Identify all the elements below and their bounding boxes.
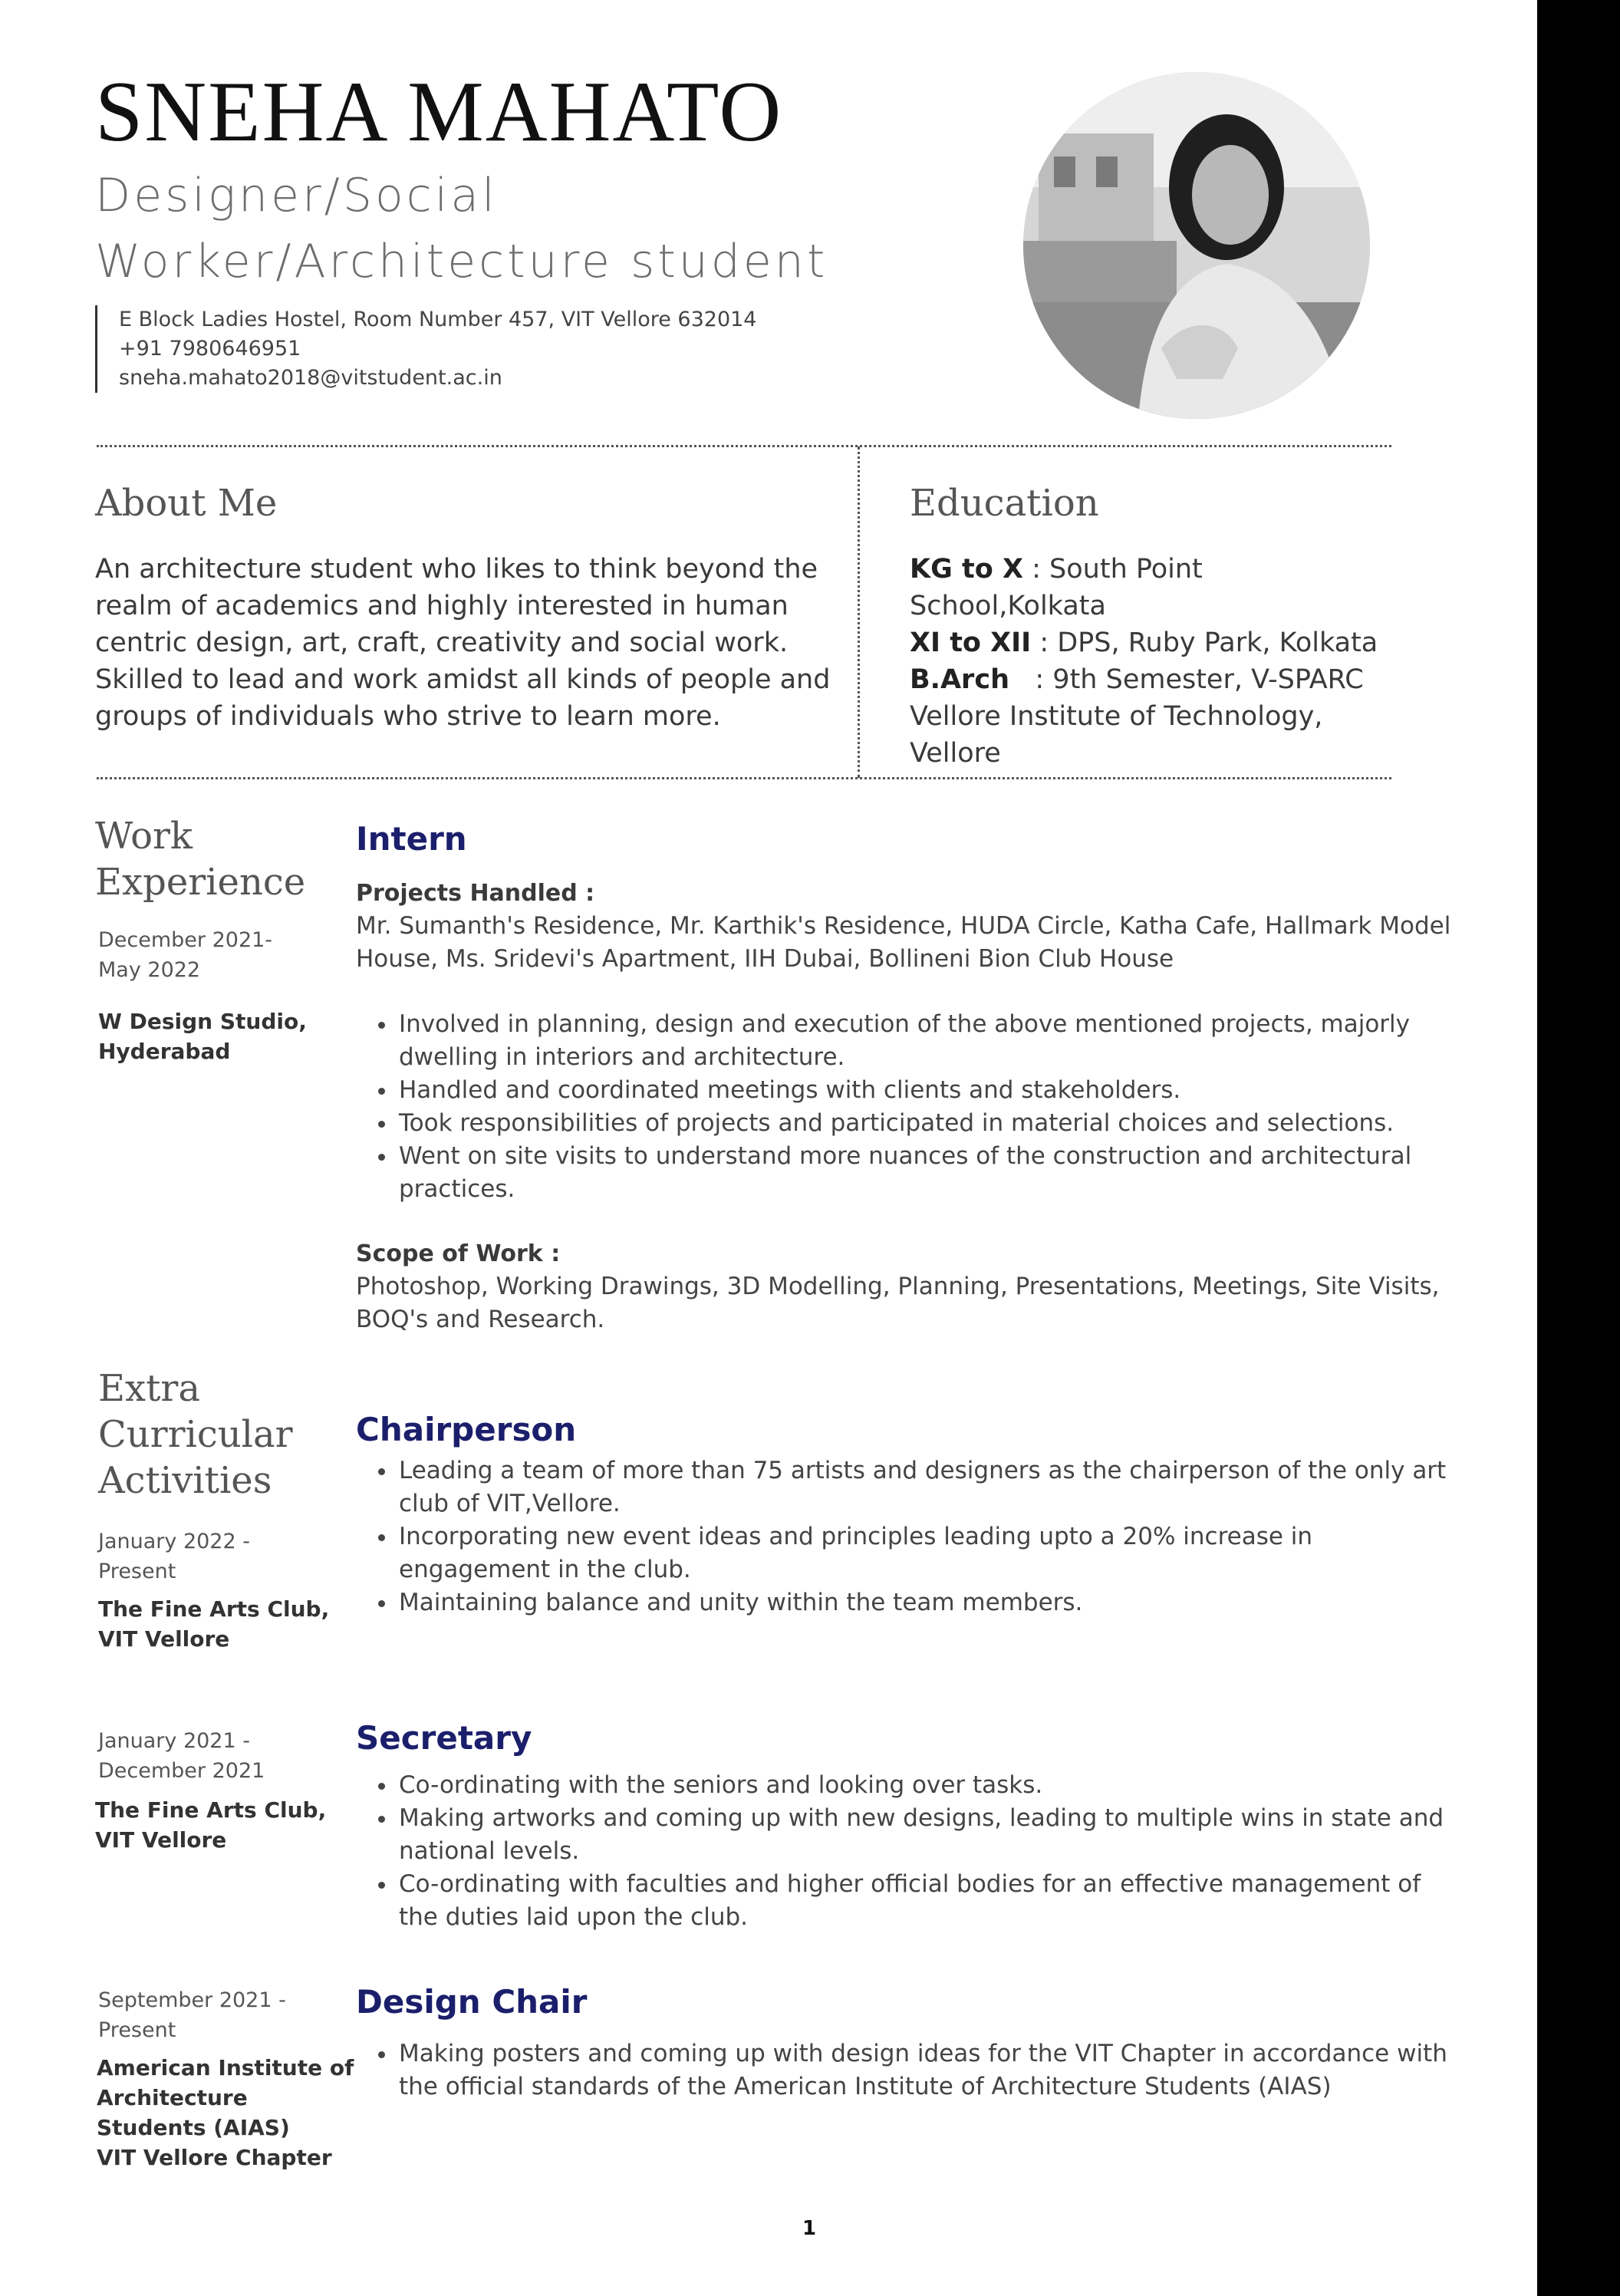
list-item: • Leading a team of more than 75 artists and designers as the chairperson of the only art club of VIT,Vellore. [397,1454,1460,1520]
secretary-role-title: Secretary [356,1719,532,1757]
list-item: • Took responsibilities of projects and participated in material choices and selections. [397,1107,1460,1140]
education-row: XI to XII : DPS, Ruby Park, Kolkata [910,628,1378,658]
education-title: Education [910,482,1099,525]
contact-address: E Block Ladies Hostel, Room Number 457, VIT Vellore 632014 [119,308,757,331]
chairperson-entry [356,1408,1460,1619]
contact-phone: +91 7980646951 [119,337,301,361]
list-item: • Went on site visits to understand more nuances of the construction and architectural practices. [397,1140,1460,1206]
role-line-1: Designer/Social [95,169,498,222]
candidate-name: SNEHA MAHATO [95,64,783,160]
work-bullets [356,1008,1460,1206]
list-item: • Handled and coordinated meetings with clients and stakeholders. [397,1074,1460,1107]
scope-text: Photoshop, Working Drawings, 3D Modelling, Planning, Presentations, Meetings, Site Visits, BOQ's and Research. [356,1273,1440,1333]
design-chair-date: September 2021 - Present [98,1988,286,2042]
education-list [910,551,1401,772]
chairperson-bullets [356,1454,1460,1619]
projects-label: Projects Handled : [356,880,595,907]
list-item: • Involved in planning, design and execution of the above mentioned projects, majorly dwelling in interiors and architecture. [397,1008,1460,1074]
secretary-organization: The Fine Arts Club, VIT Vellore [95,1797,327,1853]
list-item: • Incorporating new event ideas and principles leading upto a 20% increase in engagement in the club. [397,1520,1460,1586]
about-title: About Me [95,482,278,525]
education-row: B.Arch : 9th Semester, V-SPARC [910,664,1364,695]
work-organization: W Design Studio, Hyderabad [98,1009,307,1064]
candidate-role [95,163,862,295]
education-institution-line: Vellore Institute of Technology, [910,701,1323,732]
role-line-2: Worker/Architecture student [95,235,828,288]
profile-photo [1023,72,1370,419]
page-number: 1 [802,2217,817,2240]
secretary-entry [356,1717,1460,1934]
list-item: • Maintaining balance and unity within the team members. [397,1586,1460,1619]
divider-top [97,445,1391,447]
divider-vertical [858,446,860,778]
divider-middle [97,777,1391,779]
work-entry [356,818,1460,1336]
list-item: • Co-ordinating with the seniors and looking over tasks. [397,1769,1460,1802]
design-chair-role-title: Design Chair [356,1983,588,2021]
design-chair-entry [356,1981,1460,2103]
scope-label: Scope of Work : [356,1240,561,1267]
page-edge-band [1537,0,1620,2296]
contact-block [95,305,757,393]
projects-text: Mr. Sumanth's Residence, Mr. Karthik's Residence, HUDA Circle, Katha Cafe, Hallmark Model House, Ms. Sridevi's Apartment, IIH Dubai, Bollineni Bion Club House [356,912,1451,973]
secretary-bullets [356,1769,1460,1934]
list-item: • Making posters and coming up with design ideas for the VIT Chapter in accordance with the official standards of the American Institute of Architecture Students (AIAS) [397,2037,1460,2103]
chairperson-date: January 2022 - Present [98,1530,250,1583]
secretary-date: January 2021 - December 2021 [98,1729,265,1783]
work-side-title: Work Experience [95,815,306,904]
design-chair-bullets [356,2037,1460,2103]
list-item: • Co-ordinating with faculties and higher official bodies for an effective management of the duties laid upon the club. [397,1868,1460,1934]
design-chair-organization: American Institute of Architecture Students (AIAS) VIT Vellore Chapter [97,2055,354,2170]
list-item: • Making artworks and coming up with new designs, leading to multiple wins in state and national levels. [397,1802,1460,1868]
profile-photo-illustration [1023,72,1370,419]
about-text: An architecture student who likes to think beyond the realm of academics and highly interested in human centric design, art, craft, creativity and social work. Skilled to lead and work amidst all kinds of people and groups of individuals who strive to learn more. [95,554,831,732]
education-institution-line: Vellore [910,738,1001,769]
chairperson-role-title: Chairperson [356,1411,577,1448]
education-row: KG to X : South Point School,Kolkata [910,554,1203,621]
chairperson-organization: The Fine Arts Club, VIT Vellore [98,1596,330,1652]
extra-side-title: Extra Curricular Activities [98,1367,293,1502]
contact-email[interactable]: sneha.mahato2018@vitstudent.ac.in [119,366,502,390]
work-date: December 2021- May 2022 [98,928,273,982]
work-role-title: Intern [356,820,467,858]
